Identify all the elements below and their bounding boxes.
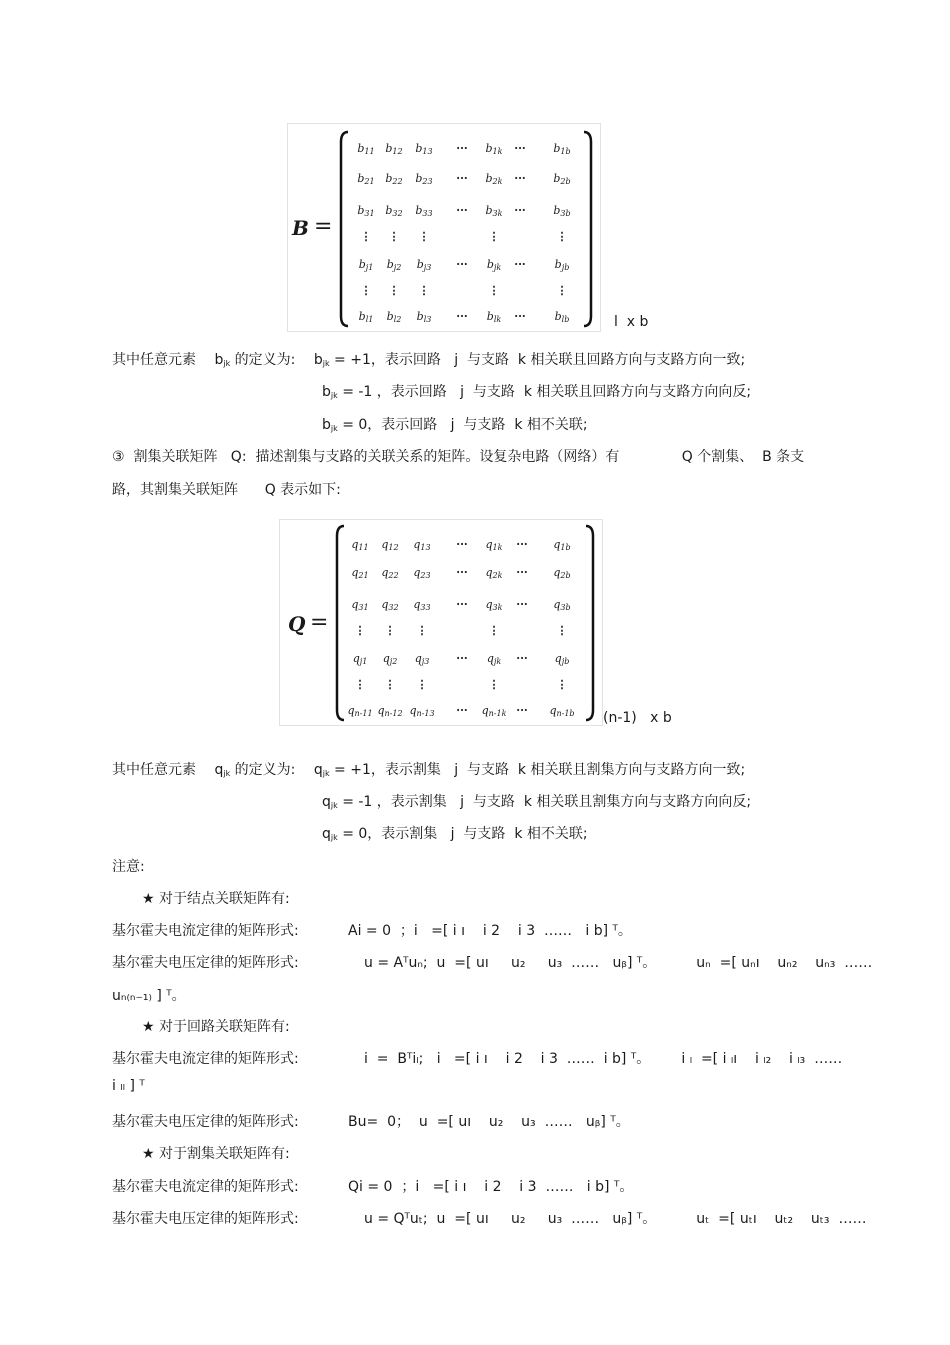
matrix-q-cell-r5-c5: $q_{jk}$ bbox=[486, 652, 502, 666]
loop-kvl-formula: Bu= 0； u =[ uı u₂ u₃ …… uᵦ] ᵀ。 bbox=[348, 1114, 630, 1130]
matrix-b-cell-r7-c5: $b_{lk}$ bbox=[486, 310, 502, 324]
matrix-b-cell-r3-c2: $b_{32}$ bbox=[385, 204, 403, 218]
matrix-q-cell-r2-c5: $q_{2k}$ bbox=[485, 566, 503, 580]
matrix-b-cell-r2-c7: $b_{2b}$ bbox=[553, 172, 571, 186]
matrix-q-cell-r5-c1: $q_{j1}$ bbox=[352, 652, 368, 666]
loop-kcl-formula-cont: i ₗₗ ] ᵀ bbox=[112, 1078, 145, 1094]
matrix-b-cell-r1-c7: $b_{1b}$ bbox=[553, 142, 571, 156]
q-intro-line-1: ③ 割集关联矩阵 Q: 描述割集与支路的关联关系的矩阵。设复杂电路（网络）有 Q 个割集、 B 条支 bbox=[112, 449, 805, 465]
matrix-q-cell-r1-c3: $q_{13}$ bbox=[413, 538, 431, 552]
matrix-q-cell-r2-c3: $q_{23}$ bbox=[413, 566, 431, 580]
matrix-b-cell-r6-c2: ⋮ bbox=[388, 284, 400, 297]
matrix-b-cell-r6-c5: ⋮ bbox=[488, 284, 500, 297]
matrix-b-cell-r3-c7: $b_{3b}$ bbox=[553, 204, 571, 218]
b-def-line-2: $b_{jk} = -1$ ，表示回路 j 与支路 k 相关联且回路方向与支路方向向反; bbox=[322, 384, 752, 400]
matrix-q-cell-r1-c1: $q_{11}$ bbox=[351, 538, 369, 552]
matrix-b-cell-r5-c1: $b_{j1}$ bbox=[358, 258, 374, 272]
matrix-b-cell-r2-c1: $b_{21}$ bbox=[357, 172, 375, 186]
matrix-q-cell-r5-c2: $q_{j2}$ bbox=[382, 652, 398, 666]
q-def-elem: $q_{jk}$ bbox=[214, 762, 231, 778]
cut-kvl-label: 基尔霍夫电压定律的矩阵形式: bbox=[112, 1211, 299, 1227]
matrix-q-cell-r2-c4: ··· bbox=[456, 566, 468, 579]
matrix-b-cell-r2-c3: $b_{23}$ bbox=[415, 172, 433, 186]
q-def-line-2: $q_{jk} = -1$ ，表示割集 j 与支路 k 相关联且割集方向与支路方向向反; bbox=[322, 794, 752, 810]
matrix-q-cell-r6-c5: ⋮ bbox=[488, 678, 500, 691]
matrix-q-cell-r4-c5: ⋮ bbox=[488, 624, 500, 637]
matrix-b-cell-r3-c1: $b_{31}$ bbox=[357, 204, 375, 218]
matrix-q-cell-r4-c2: ⋮ bbox=[384, 624, 396, 637]
matrix-b-cell-r1-c4: ··· bbox=[456, 142, 468, 155]
node-title: ★ 对于结点关联矩阵有: bbox=[142, 891, 290, 907]
q-intro-line-2: 路，其割集关联矩阵 Q 表示如下: bbox=[112, 482, 341, 498]
node-kvl-label: 基尔霍夫电压定律的矩阵形式: bbox=[112, 955, 299, 971]
matrix-b-cell-r7-c7: $b_{lb}$ bbox=[554, 310, 570, 324]
matrix-b-cell-r3-c6: ··· bbox=[514, 204, 526, 217]
matrix-b-cell-r2-c4: ··· bbox=[456, 172, 468, 185]
matrix-q-cell-r3-c6: ··· bbox=[516, 598, 528, 611]
matrix-q-cell-r1-c6: ··· bbox=[516, 538, 528, 551]
q-def-line-3: $q_{jk} = 0$，表示割集 j 与支路 k 相不关联; bbox=[322, 826, 588, 842]
matrix-b-cell-r1-c5: $b_{1k}$ bbox=[485, 142, 503, 156]
matrix-b-symbol: B bbox=[292, 216, 309, 240]
matrix-q-symbol: Q bbox=[288, 612, 306, 636]
notes-heading: 注意: bbox=[112, 859, 145, 875]
matrix-b-cell-r4-c5: ⋮ bbox=[488, 230, 500, 243]
matrix-b-cell-r5-c7: $b_{jb}$ bbox=[554, 258, 570, 272]
loop-kvl-label: 基尔霍夫电压定律的矩阵形式: bbox=[112, 1114, 299, 1130]
matrix-q-cell-r2-c2: $q_{22}$ bbox=[381, 566, 399, 580]
matrix-q-cell-r3-c2: $q_{32}$ bbox=[381, 598, 399, 612]
q-def-intro: 其中任意元素 bbox=[112, 762, 196, 778]
q-def-line-1 bbox=[112, 759, 745, 779]
matrix-b-cell-r4-c7: ⋮ bbox=[556, 230, 568, 243]
matrix-b-cell-r7-c2: $b_{l2}$ bbox=[386, 310, 402, 324]
matrix-q-cell-r3-c5: $q_{3k}$ bbox=[485, 598, 503, 612]
matrix-b-cell-r3-c4: ··· bbox=[456, 204, 468, 217]
b-def-elem: $b_{jk}$ bbox=[214, 352, 231, 368]
q-def-word: 的定义为: bbox=[234, 762, 296, 778]
b-def-word: 的定义为: bbox=[234, 352, 296, 368]
matrix-q-cell-r7-c1: $q_{n-11}$ bbox=[347, 704, 373, 718]
node-kvl-formula: u = Aᵀuₙ; u =[ uı u₂ u₃ …… uᵦ] ᵀ。 uₙ =[ uₙı uₙ₂ uₙ₃ …… bbox=[364, 955, 873, 971]
matrix-q-cell-r6-c1: ⋮ bbox=[354, 678, 366, 691]
matrix-b-cell-r7-c6: ··· bbox=[514, 310, 526, 323]
matrix-b-cell-r3-c3: $b_{33}$ bbox=[415, 204, 433, 218]
node-kcl-formula: Ai = 0 ；i =[ i ı i 2 i 3 …… i b] ᵀ。 bbox=[348, 923, 632, 939]
matrix-b-cell-r1-c1: $b_{11}$ bbox=[357, 142, 375, 156]
cut-kvl-formula: u = Qᵀuₜ; u =[ uı u₂ u₃ …… uᵦ] ᵀ。 uₜ =[ uₜı uₜ₂ uₜ₃ …… bbox=[364, 1211, 867, 1227]
matrix-q-cell-r7-c3: $q_{n-13}$ bbox=[409, 704, 435, 718]
cut-kcl-label: 基尔霍夫电流定律的矩阵形式: bbox=[112, 1179, 299, 1195]
matrix-q-cell-r7-c7: $q_{n-1b}$ bbox=[549, 704, 575, 718]
node-kcl-label: 基尔霍夫电流定律的矩阵形式: bbox=[112, 923, 299, 939]
matrix-b-cell-r1-c3: $b_{13}$ bbox=[415, 142, 433, 156]
matrix-b-cell-r5-c6: ··· bbox=[514, 258, 526, 271]
matrix-q-cell-r1-c2: $q_{12}$ bbox=[381, 538, 399, 552]
loop-title: ★ 对于回路关联矩阵有: bbox=[142, 1019, 290, 1035]
matrix-q-cell-r2-c6: ··· bbox=[516, 566, 528, 579]
matrix-q-cell-r1-c5: $q_{1k}$ bbox=[485, 538, 503, 552]
matrix-b-cell-r5-c3: $b_{j3}$ bbox=[416, 258, 432, 272]
matrix-q-cell-r5-c4: ··· bbox=[456, 652, 468, 665]
matrix-b-cell-r1-c2: $b_{12}$ bbox=[385, 142, 403, 156]
matrix-q-cell-r5-c6: ··· bbox=[516, 652, 528, 665]
matrix-b-cell-r2-c2: $b_{22}$ bbox=[385, 172, 403, 186]
matrix-b-cell-r5-c2: $b_{j2}$ bbox=[386, 258, 402, 272]
matrix-b-cell-r7-c4: ··· bbox=[456, 310, 468, 323]
matrix-q-cell-r2-c7: $q_{2b}$ bbox=[553, 566, 571, 580]
matrix-b-cell-r2-c6: ··· bbox=[514, 172, 526, 185]
matrix-b-dimension: l x b bbox=[614, 314, 649, 330]
matrix-q-right-bracket bbox=[584, 524, 596, 722]
matrix-b-cell-r5-c5: $b_{jk}$ bbox=[486, 258, 502, 272]
matrix-q-cell-r5-c7: $q_{jb}$ bbox=[554, 652, 570, 666]
matrix-b-equals: = bbox=[314, 214, 333, 239]
b-def-intro: 其中任意元素 bbox=[112, 352, 196, 368]
matrix-b-left-bracket bbox=[338, 130, 350, 328]
q-def-1: $q_{jk} = +1$，表示割集 j 与支路 k 相关联且割集方向与支路方向一致; bbox=[313, 762, 746, 778]
b-def-line-1 bbox=[112, 349, 745, 369]
node-kvl-formula-cont: uₙ₍ₙ₋₁₎ ] ᵀ。 bbox=[112, 988, 186, 1004]
matrix-b-cell-r4-c1: ⋮ bbox=[360, 230, 372, 243]
matrix-q-cell-r3-c4: ··· bbox=[456, 598, 468, 611]
matrix-b-cell-r2-c5: $b_{2k}$ bbox=[485, 172, 503, 186]
matrix-q-equals: = bbox=[310, 610, 329, 635]
matrix-b-cell-r4-c3: ⋮ bbox=[418, 230, 430, 243]
matrix-b-cell-r1-c6: ··· bbox=[514, 142, 526, 155]
matrix-q-cell-r7-c4: ··· bbox=[456, 704, 468, 717]
matrix-q-cell-r1-c4: ··· bbox=[456, 538, 468, 551]
cut-title: ★ 对于割集关联矩阵有: bbox=[142, 1146, 290, 1162]
matrix-q-cell-r2-c1: $q_{21}$ bbox=[351, 566, 369, 580]
matrix-q-cell-r7-c2: $q_{n-12}$ bbox=[377, 704, 403, 718]
cut-kcl-formula: Qi = 0 ；i =[ i ı i 2 i 3 …… i b] ᵀ。 bbox=[348, 1179, 634, 1195]
matrix-q-cell-r7-c6: ··· bbox=[516, 704, 528, 717]
b-def-1: $b_{jk} = +1$，表示回路 j 与支路 k 相关联且回路方向与支路方向一致; bbox=[313, 352, 746, 368]
b-def-line-3: $b_{jk} = 0$，表示回路 j 与支路 k 相不关联; bbox=[322, 417, 588, 433]
matrix-q-cell-r4-c1: ⋮ bbox=[354, 624, 366, 637]
matrix-b-cell-r7-c1: $b_{l1}$ bbox=[358, 310, 374, 324]
matrix-b-cell-r4-c2: ⋮ bbox=[388, 230, 400, 243]
matrix-b-cell-r3-c5: $b_{3k}$ bbox=[485, 204, 503, 218]
matrix-q-cell-r4-c7: ⋮ bbox=[556, 624, 568, 637]
loop-kcl-formula: i = Bᵀiₗ; i =[ i ı i 2 i 3 …… i b] ᵀ。 i ₗ =[ i ₗı i ₗ₂ i ₗ₃ …… bbox=[364, 1051, 843, 1067]
matrix-b-cell-r6-c1: ⋮ bbox=[360, 284, 372, 297]
matrix-q-cell-r3-c3: $q_{33}$ bbox=[413, 598, 431, 612]
matrix-b-cell-r7-c3: $b_{l3}$ bbox=[416, 310, 432, 324]
matrix-q-figure bbox=[279, 519, 603, 726]
loop-kcl-label: 基尔霍夫电流定律的矩阵形式: bbox=[112, 1051, 299, 1067]
matrix-b-figure bbox=[287, 123, 601, 332]
matrix-b-right-bracket bbox=[582, 130, 594, 328]
matrix-q-cell-r7-c5: $q_{n-1k}$ bbox=[481, 704, 507, 718]
matrix-q-cell-r3-c7: $q_{3b}$ bbox=[553, 598, 571, 612]
matrix-q-cell-r5-c3: $q_{j3}$ bbox=[414, 652, 430, 666]
matrix-b-cell-r5-c4: ··· bbox=[456, 258, 468, 271]
matrix-b-cell-r6-c7: ⋮ bbox=[556, 284, 568, 297]
matrix-b-cell-r6-c3: ⋮ bbox=[418, 284, 430, 297]
matrix-q-cell-r4-c3: ⋮ bbox=[416, 624, 428, 637]
matrix-q-cell-r6-c2: ⋮ bbox=[384, 678, 396, 691]
matrix-q-dimension: (n-1) x b bbox=[603, 710, 672, 726]
matrix-q-cell-r6-c3: ⋮ bbox=[416, 678, 428, 691]
matrix-q-cell-r3-c1: $q_{31}$ bbox=[351, 598, 369, 612]
matrix-q-left-bracket bbox=[334, 524, 346, 722]
matrix-q-cell-r6-c7: ⋮ bbox=[556, 678, 568, 691]
matrix-q-cell-r1-c7: $q_{1b}$ bbox=[553, 538, 571, 552]
